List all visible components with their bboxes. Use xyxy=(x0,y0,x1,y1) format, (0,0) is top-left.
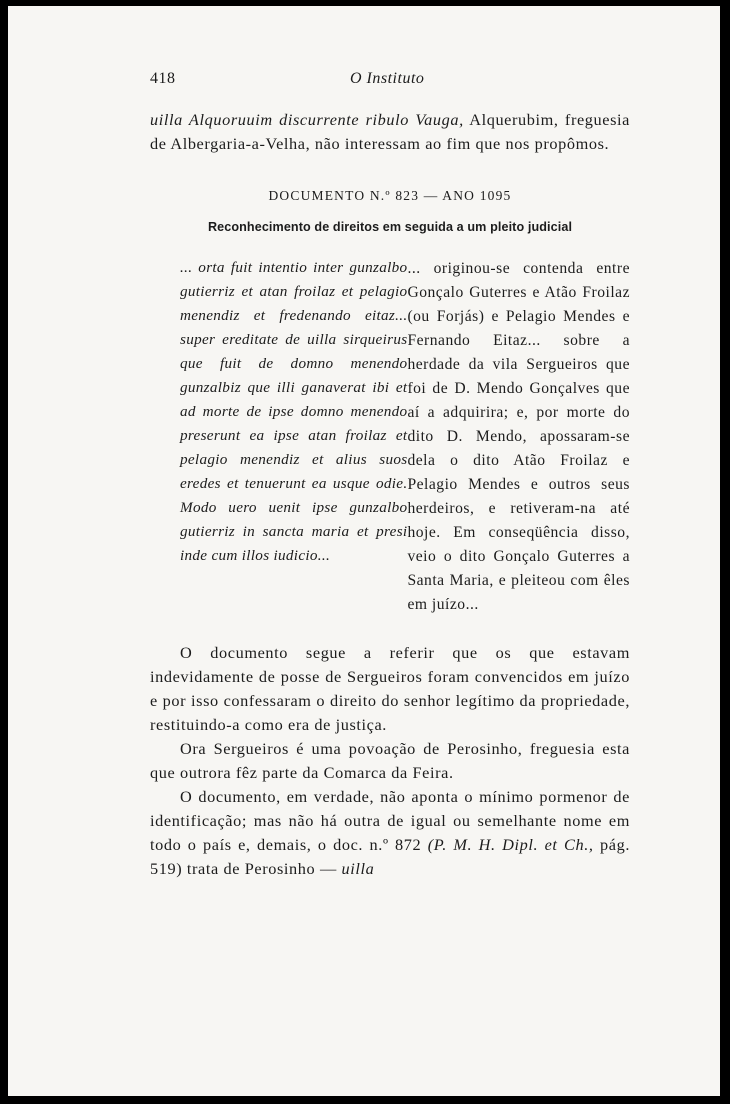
portuguese-column: ... originou-se contenda entre Gonçalo Guterres e Atão Froilaz (ou Forjás) e Pelagio Mendes e Fernando Eitaz... sobre a herdade da vila Sergueiros que foi de D. Mendo Gonçalves que aí a adquirira; e, por morte do dito D. Mendo, apossaram-se dela o dito Atão Froilaz e Pelagio Mendes e outros seus herdeiros, e retiveram-na até hoje. Em conseqüência disso, veio o dito Gonçalo Guterres a Santa Maria, e pleiteou com êles em juízo... xyxy=(407,260,630,613)
para3-middle: pág. 519) trata de Perosinho — xyxy=(150,835,631,878)
intro-text: Alquerubim, freguesia de Albergaria-a-Velha, não interessam ao fim que nos propômos. xyxy=(150,110,630,153)
document-heading: DOCUMENTO N.º 823 — ANO 1095 xyxy=(268,188,512,203)
parallel-columns xyxy=(150,256,630,617)
body-text xyxy=(150,641,630,881)
journal-title: O Instituto xyxy=(350,70,425,87)
body-paragraph-3 xyxy=(150,785,630,881)
running-header xyxy=(150,70,630,94)
page-number: 418 xyxy=(150,70,176,87)
para3-start: O documento, em verdade, não aponta o mínimo pormenor de identificação; mas não há outra de igual ou semelhante nome em todo o país e, demais, o doc. n.º 872 xyxy=(150,787,630,854)
para3-reference: (P. M. H. Dipl. et Ch., xyxy=(427,835,594,854)
body-paragraph-1: O documento segue a referir que os que estavam indevidamente de posse de Sergueiros foram convencidos em juízo e por isso confessaram o direito do senhor legítimo da propriedade, restituindo-a como era de justiça. xyxy=(150,643,630,734)
para3-end: uilla xyxy=(341,859,375,878)
latin-column: ... orta fuit intentio inter gunzalbo gutierriz et atan froilaz et pelagio menendiz et fredenando eitaz... super ereditate de uilla sirqueirus que fuit de domno menendo gunzalbiz que illi ganaverat ibi et ad morte de ipse domno menendo preserunt ea ipse atan froilaz et pelagio menendiz et alius suos eredes et tenuerunt ea usque odie. Modo uero uenit ipse gunzalbo gutierriz in sancta maria et presi inde cum illos iudicio... xyxy=(180,259,408,564)
book-page xyxy=(8,6,720,1096)
intro-latin: uilla Alquoruuim discurrente ribulo Vauga, xyxy=(150,110,464,129)
intro-paragraph xyxy=(150,108,630,156)
document-title: Reconhecimento de direitos em seguida a um pleito judicial xyxy=(207,220,573,234)
page-content xyxy=(150,70,630,881)
body-paragraph-2: Ora Sergueiros é uma povoação de Perosinho, freguesia esta que outrora fêz parte da Comarca da Feira. xyxy=(150,739,630,782)
